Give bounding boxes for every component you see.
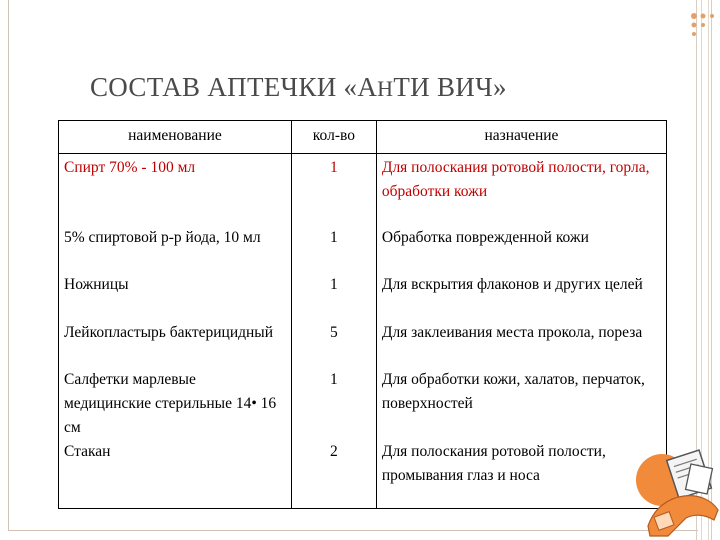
table-row xyxy=(59,273,667,321)
hand-document-icon xyxy=(628,444,720,540)
table-row xyxy=(59,368,667,440)
table-row xyxy=(59,321,667,368)
cell-purpose: Обработка поврежденной кожи xyxy=(376,226,666,273)
decorative-dots-icon xyxy=(688,10,718,50)
cell-quantity: 5 xyxy=(291,321,376,368)
cell-name: Ножницы xyxy=(59,273,292,321)
cell-purpose: Для обработки кожи, халатов, перчаток, поверхностей xyxy=(376,368,666,440)
title-part-3: ТИ ВИЧ» xyxy=(393,72,507,102)
cell-name: Лейкопластырь бактерицидный xyxy=(59,321,292,368)
title-part-1: СОСТАВ АПТЕЧКИ «А xyxy=(90,72,378,102)
first-aid-kit-table xyxy=(58,120,667,509)
cell-name: Стакан xyxy=(59,440,292,509)
cell-name: 5% спиртовой р-р йода, 10 мл xyxy=(59,226,292,273)
cell-name: Салфетки марлевые медицинские стерильные 14• 16 см xyxy=(59,368,292,440)
cell-purpose: Для вскрытия флаконов и других целей xyxy=(376,273,666,321)
table-row xyxy=(59,226,667,273)
cell-purpose: Для полоскания ротовой полости, промывания глаз и носа xyxy=(376,440,666,509)
cell-quantity: 1 xyxy=(291,226,376,273)
title-part-2: Н xyxy=(377,76,394,101)
cell-purpose: Для заклеивания места прокола, пореза xyxy=(376,321,666,368)
cell-purpose: Для полоскания ротовой полости, горла, обработки кожи xyxy=(376,154,666,227)
cell-name: Спирт 70% - 100 мл xyxy=(59,154,292,227)
cell-quantity: 2 xyxy=(291,440,376,509)
cell-quantity: 1 xyxy=(291,273,376,321)
header-name: наименование xyxy=(59,121,292,154)
table-row xyxy=(59,440,667,509)
page-title xyxy=(90,72,507,103)
cell-quantity: 1 xyxy=(291,154,376,227)
header-purpose: назначение xyxy=(376,121,666,154)
table-header-row xyxy=(59,121,667,154)
cell-quantity: 1 xyxy=(291,368,376,440)
header-quantity: кол-во xyxy=(291,121,376,154)
table-row xyxy=(59,154,667,227)
